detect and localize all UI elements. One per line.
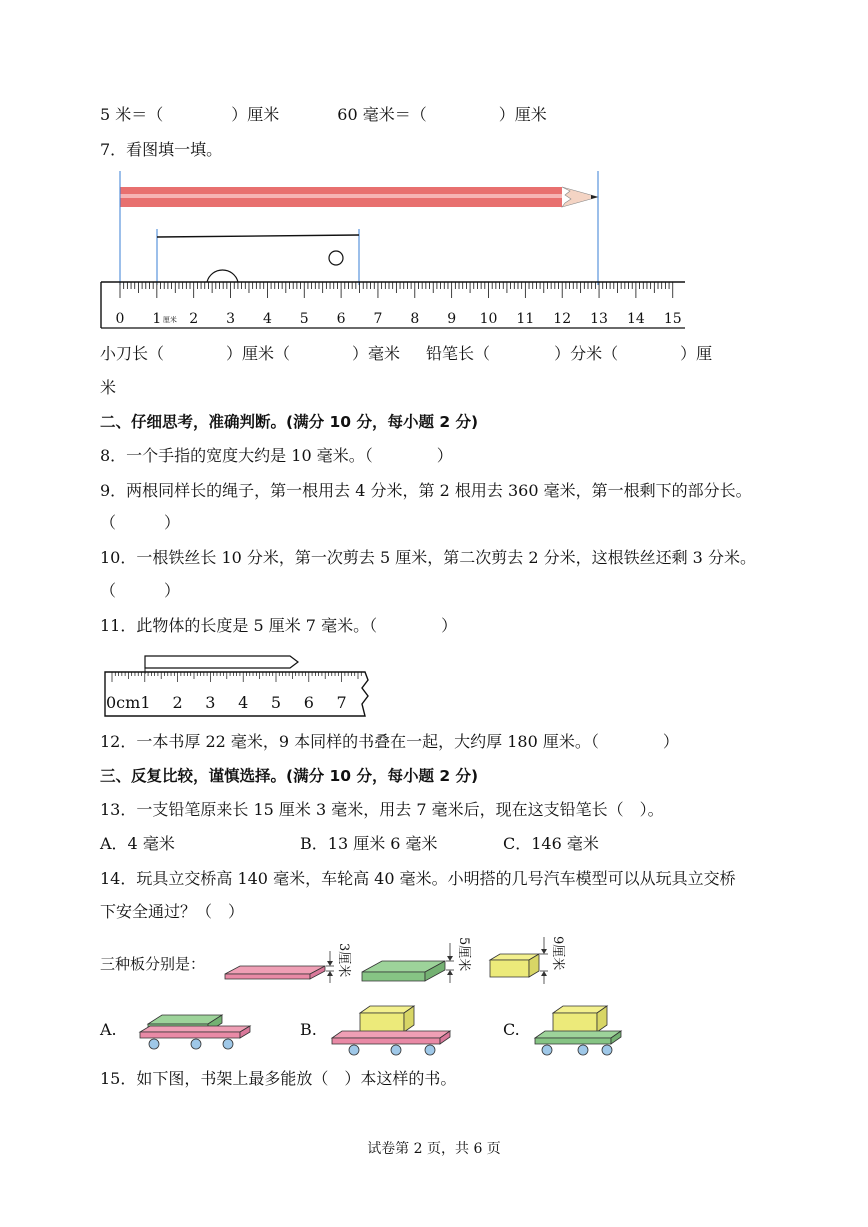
ruler-number: 13 (590, 311, 608, 327)
knife-cm: ）厘米（ (226, 344, 291, 363)
knife-hole (329, 251, 343, 265)
knife-mm: ）毫米 (352, 344, 401, 363)
q6-part1-prefix: 5 米＝（ (100, 105, 164, 124)
q7-answer-wrap: 米 (100, 378, 117, 397)
pencil-highlight (120, 194, 562, 198)
q7-answer-line (100, 343, 712, 365)
knife-prefix: 小刀长（ (100, 344, 165, 363)
board-9cm-front (490, 960, 529, 977)
knife-top (157, 235, 359, 237)
ruler-number: 2 (189, 311, 199, 327)
ruler-number: 5 (299, 311, 309, 327)
wheel (223, 1039, 233, 1049)
ruler-unit: 厘米 (162, 316, 177, 324)
board-9cm-label: 9厘米 (550, 936, 565, 971)
small-ruler-label: 6 (303, 693, 314, 712)
wheel (349, 1045, 359, 1055)
small-ruler-label: 0cm1 (106, 693, 151, 712)
ruler-number: 12 (553, 311, 572, 327)
pencil-lead (591, 195, 598, 199)
q7-figure (95, 165, 695, 335)
car-option-b-label: B. (300, 1020, 317, 1039)
q6-line (100, 104, 547, 126)
wheel (191, 1039, 201, 1049)
small-ruler-label: 5 (270, 693, 282, 712)
board-3cm-label: 3厘米 (336, 943, 351, 978)
ruler-number: 14 (626, 311, 645, 327)
q11-figure (100, 650, 380, 720)
ruler-number: 9 (447, 311, 457, 327)
boards-label: 三种板分别是： (100, 955, 206, 973)
q10: 10．一根铁丝长 10 分米，第一次剪去 5 厘米，第二次剪去 2 分米，这根铁丝还剩 3 分米。 (100, 548, 756, 567)
wheel (578, 1045, 588, 1055)
car-a (140, 1002, 250, 1052)
pencil-prefix: 铅笔长（ (426, 344, 491, 363)
small-ruler-label: 7 (336, 693, 347, 712)
boards-figure (222, 935, 592, 990)
car-option-c-label: C. (503, 1020, 520, 1039)
board-5cm-label: 5厘米 (456, 937, 471, 972)
ruler-number: 11 (516, 311, 535, 327)
knife-notch (207, 270, 238, 282)
object-bar (145, 656, 298, 668)
q6-part2-prefix: 60 毫米＝（ (337, 105, 427, 124)
wheel (602, 1045, 612, 1055)
pencil-dm: ）分米（ (554, 344, 619, 363)
car-c (533, 998, 623, 1058)
car-option-a-label: A. (100, 1020, 117, 1039)
q13-option-b: B．13 厘米 6 毫米 (300, 834, 438, 853)
q9: 9．两根同样长的绳子，第一根用去 4 分米，第 2 根用去 360 毫米，第一根剩下的部分长。 (100, 481, 752, 500)
ruler-number: 7 (373, 311, 383, 327)
ruler (101, 282, 685, 328)
small-ruler-label: 2 (172, 693, 183, 712)
ruler-number: 6 (336, 311, 346, 327)
board-5cm-front (362, 972, 425, 981)
q10-paren: （ ） (100, 581, 181, 600)
wheel (425, 1045, 435, 1055)
q6-part2-suffix: ）厘米 (498, 105, 547, 124)
page-footer: 试卷第 2 页，共 6 页 (367, 1141, 501, 1157)
section2-heading: 二、仔细思考，准确判断。(满分 10 分，每小题 2 分) (100, 413, 479, 431)
ruler-number: 3 (226, 311, 236, 327)
pencil-cm: ）厘 (680, 344, 713, 363)
board-3cm-top (225, 966, 325, 974)
ruler-number: 0 (115, 311, 125, 327)
q6-part1-suffix: ）厘米 (231, 105, 280, 124)
wheel (149, 1039, 159, 1049)
q7-title: 7．看图填一填。 (100, 140, 223, 159)
ruler-number: 1 (152, 311, 162, 327)
q9-paren: （ ） (100, 513, 181, 532)
ruler-number: 10 (479, 311, 498, 327)
q8: 8．一个手指的宽度大约是 10 毫米。（ ） (100, 446, 453, 465)
ruler-number: 4 (262, 311, 272, 327)
wheel (391, 1045, 401, 1055)
small-ruler (105, 672, 368, 716)
q15: 15．如下图，书架上最多能放（ ）本这样的书。 (100, 1069, 457, 1088)
q14-line1: 14．玩具立交桥高 140 毫米，车轮高 40 毫米。小明搭的几号汽车模型可以从玩具立交桥 (100, 869, 736, 888)
board-3cm-front (225, 974, 310, 979)
ruler-number: 15 (663, 311, 682, 327)
q11: 11．此物体的长度是 5 厘米 7 毫米。（ ） (100, 616, 458, 635)
small-ruler-label: 3 (205, 693, 216, 712)
q13-option-c: C．146 毫米 (503, 834, 599, 853)
car-b (330, 998, 450, 1058)
small-ruler-label: 4 (238, 693, 249, 712)
q12: 12．一本书厚 22 毫米，9 本同样的书叠在一起，大约厚 180 厘米。（ ） (100, 732, 679, 751)
ruler-number: 8 (410, 311, 420, 327)
section3-heading: 三、反复比较，谨慎选择。(满分 10 分，每小题 2 分) (100, 767, 479, 785)
q13: 13．一支铅笔原来长 15 厘米 3 毫米，用去 7 毫米后，现在这支铅笔长（ ）。 (100, 800, 664, 819)
wheel (542, 1045, 552, 1055)
q13-option-a: A．4 毫米 (100, 834, 175, 853)
q14-line2: 下安全通过？（ ） (100, 902, 245, 921)
